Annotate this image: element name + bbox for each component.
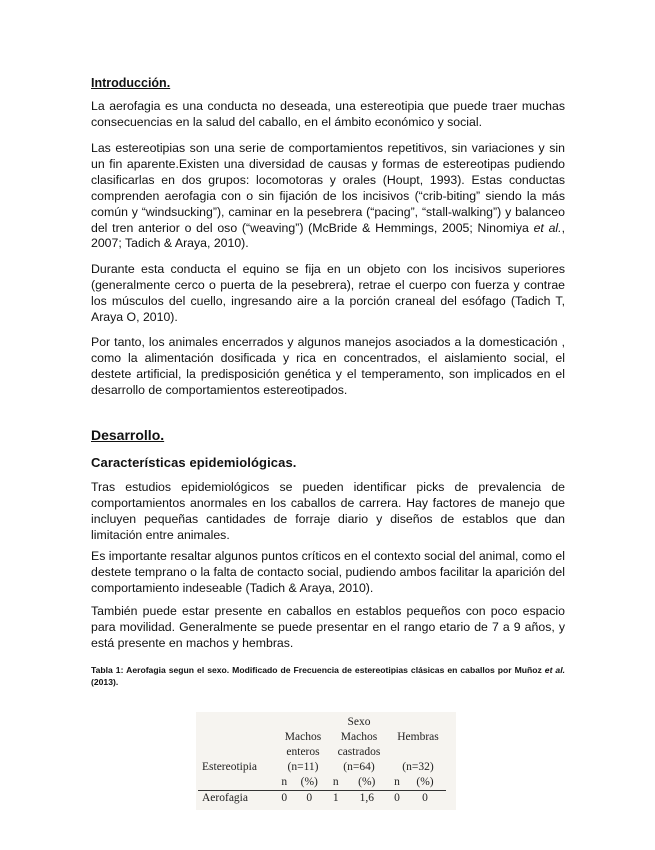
col1-line1: Machos: [284, 731, 322, 743]
col3-header: Hembras: [397, 731, 439, 743]
intro-heading: Introducción.: [91, 76, 171, 90]
cell-value: 1: [332, 792, 339, 804]
n-label: n: [328, 775, 344, 791]
pct-label: (%): [291, 775, 329, 791]
pct-label: (%): [404, 775, 446, 791]
col2-line2: castrados: [337, 746, 381, 758]
intro-paragraph-2: Las estereotipias son una serie de comportamientos repetitivos, sin variaciones y sin un fin aparente.Existen una diversidad de causas y formas de estereotipas pudiendo clasificarlas en dos grupos: locomotoras y orales (Houpt, 1993). Estas conductas comprenden aerofagia con o sin fijación de los incisivos (“crib-biting” siendo la más común y “windsucking”), caminar en la pesebrera (“pacing”, “stall-walking”) y balanceo del tren anterior o del oso (“weaving”) (McBride & Hemmings, 2005; Ninomiya et al., 2007; Tadich & Araya, 2010).: [91, 141, 565, 251]
stereotypy-table: [198, 715, 446, 806]
cell-value: 0: [394, 792, 400, 804]
table-caption: Tabla 1: Aerofagia segun el sexo. Modificado de Frecuencia de estereotipias clásicas en caballos por Muñoz et al. (2013).: [91, 665, 565, 687]
cell-value: 0: [306, 792, 313, 804]
dev-paragraph-1: Tras estudios epidemiológicos se pueden identificar picks de prevalencia de comportamientos anormales en los caballos de carrera. Hay factores de manejo que incluyen pequeñas cantidades de forraje diario y diseños de establos que dan limitación entre animales.: [91, 480, 565, 542]
n-label: n: [390, 775, 404, 791]
dev-paragraph-3: También puede estar presente en caballos en establos pequeños con poco espacio para movilidad. Generalmente se puede presentar en el rango etario de 7 a 9 años, y está presente en machos y hembras.: [91, 604, 565, 650]
cell-value: 1,6: [359, 792, 374, 804]
col1-line2: enteros: [286, 746, 320, 758]
row-aerofagia-label: Aerofagia: [202, 792, 248, 804]
epidemiology-subheading: Características epidemiológicas.: [91, 455, 297, 470]
col3-n: (n=32): [402, 761, 434, 773]
row-header: Estereotipia: [202, 761, 257, 773]
development-heading: Desarrollo.: [91, 427, 165, 443]
table-image: [196, 712, 456, 812]
n-label: n: [278, 775, 291, 791]
page-cutoff: [196, 810, 456, 850]
dev-paragraph-2: Es importante resaltar algunos puntos críticos en el contexto social del animal, como el destete temprano o la falta de contacto social, pudiendo ambos facilitar la aparición del comportamiento indeseable (Tadich & Araya, 2010).: [91, 549, 565, 595]
sexo-header: Sexo: [347, 716, 371, 728]
intro-paragraph-3: Durante esta conducta el equino se fija en un objeto con los incisivos superiores (generalmente cerco o puerta de la pesebrera), retrae el cuerpo con fuerza y contrae los músculos del cuello, ingresando aire a la porción craneal del esófago (Tadich T, Araya O, 2010).: [91, 262, 565, 324]
col2-n: (n=64): [343, 761, 375, 773]
col2-line1: Machos: [340, 731, 378, 743]
intro-paragraph-1: La aerofagia es una conducta no deseada, una estereotipia que puede traer muchas consecuencias en la salud del caballo, en el ámbito económico y social.: [91, 99, 565, 129]
cell-value: 0: [422, 792, 428, 804]
pct-label: (%): [344, 775, 391, 791]
intro-paragraph-4: Por tanto, los animales encerrados y algunos manejos asociados a la domesticación , como la alimentación dosificada y rica en concentrados, el aislamiento social, el destete artificial, la predisposición genética y el temperamento, son implicados en el desarrollo de comportamientos estereotipados.: [91, 335, 565, 397]
cell-value: 0: [281, 792, 288, 804]
col1-n: (n=11): [287, 761, 319, 773]
